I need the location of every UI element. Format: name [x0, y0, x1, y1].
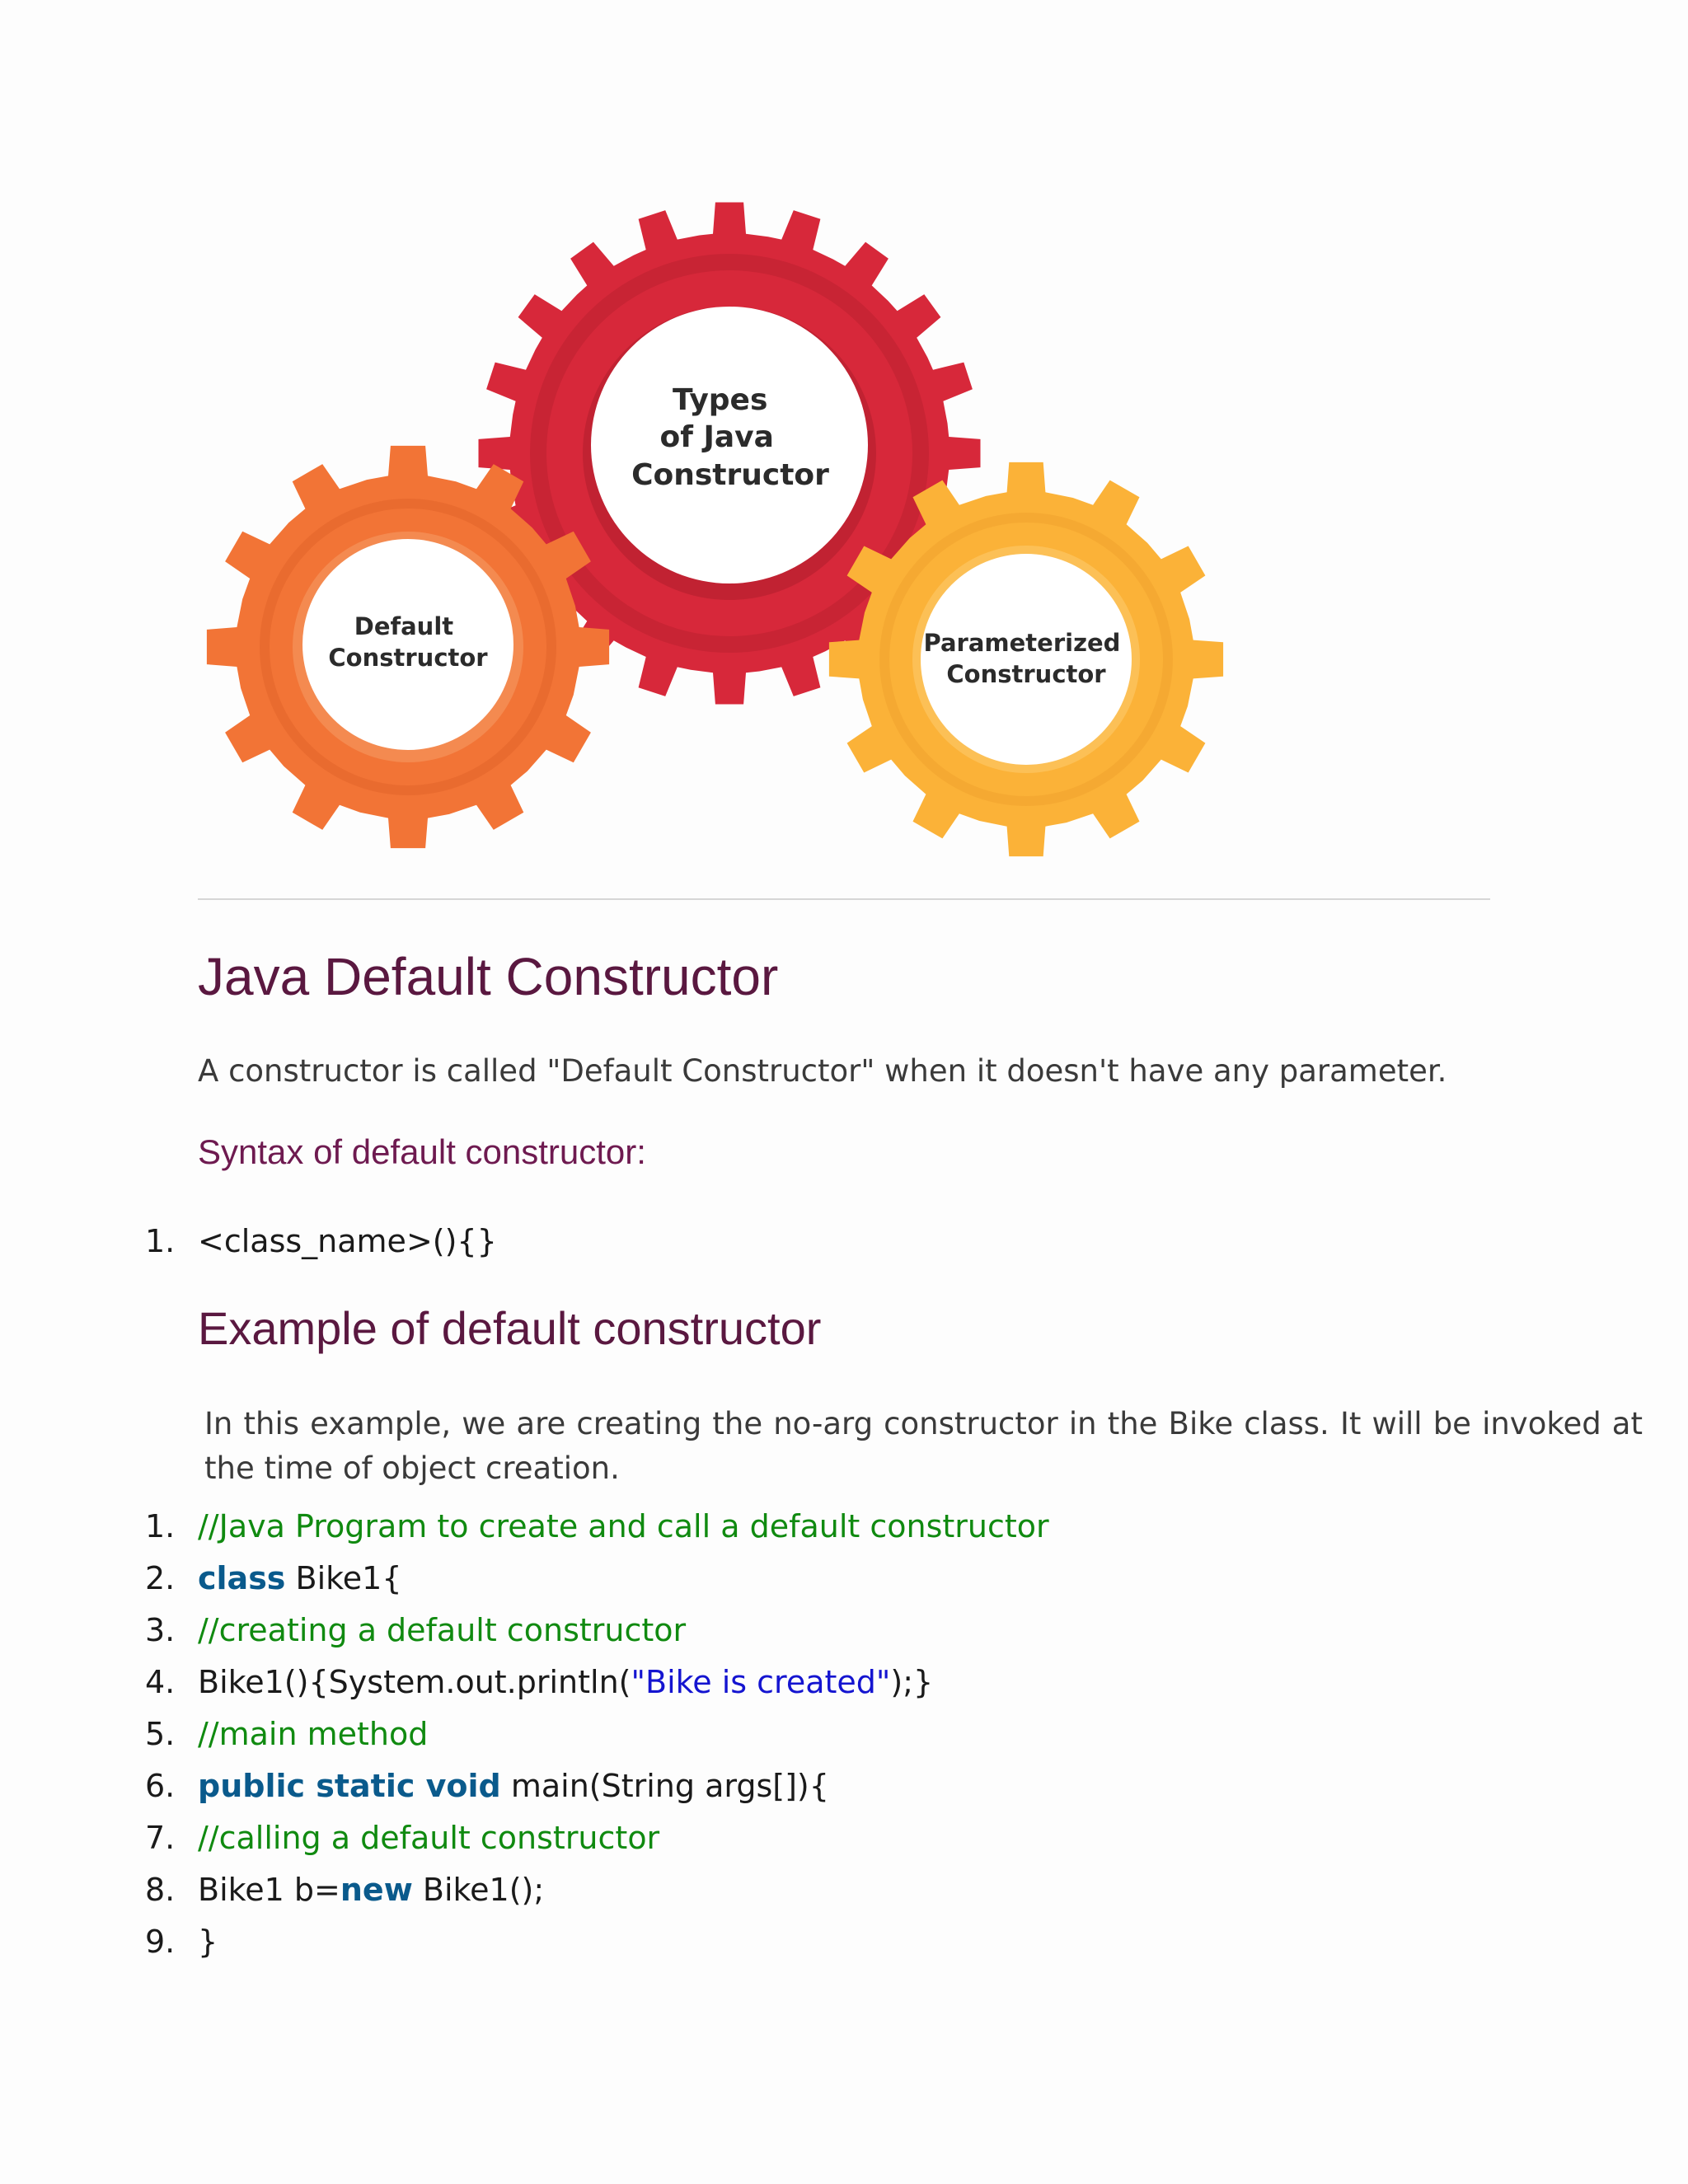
constructor-types-diagram [0, 0, 1688, 890]
line-number: 3. [145, 1612, 176, 1648]
code-comment: //calling a default constructor [198, 1820, 660, 1856]
code-text: );} [890, 1664, 934, 1700]
line-number: 9. [145, 1924, 176, 1960]
left-label-line-2: Constructor [328, 644, 488, 672]
left-label-line-1: Default [354, 612, 454, 640]
code-keyword: class [198, 1560, 286, 1596]
code-text: Bike1{ [285, 1560, 402, 1596]
code-comment: //Java Program to create and call a default constructor [198, 1508, 1049, 1544]
code-text: main(String args[]){ [500, 1768, 829, 1804]
center-label-line-1: Types [673, 383, 768, 417]
center-label-line-2: of Java [659, 420, 774, 454]
code-comment: //main method [198, 1716, 429, 1752]
intro-paragraph: A constructor is called "Default Constructor" when it doesn't have any parameter. [198, 1053, 1447, 1089]
line-number: 2. [145, 1560, 176, 1596]
code-text: Bike1 b= [198, 1872, 340, 1908]
page-title: Java Default Constructor [198, 947, 779, 1006]
code-comment: //creating a default constructor [198, 1612, 687, 1648]
line-number: 1. [145, 1223, 176, 1259]
code-text: Bike1(){System.out.println( [198, 1664, 631, 1700]
line-number: 4. [145, 1664, 176, 1700]
example-heading: Example of default constructor [198, 1302, 822, 1354]
line-number: 6. [145, 1768, 176, 1804]
center-label-line-3: Constructor [631, 458, 829, 492]
line-number: 1. [145, 1508, 176, 1544]
right-label-line-2: Constructor [946, 660, 1106, 688]
line-number: 8. [145, 1872, 176, 1908]
right-label-line-1: Parameterized [923, 629, 1121, 657]
line-number: 7. [145, 1820, 176, 1856]
example-paragraph: In this example, we are creating the no-arg constructor in the Bike class. It will be invoked at the time of object creation. [204, 1406, 1643, 1486]
code-text: <class_name>(){} [198, 1223, 497, 1259]
code-string: "Bike is created" [631, 1664, 891, 1700]
line-number: 5. [145, 1716, 176, 1752]
code-text: } [198, 1924, 218, 1960]
syntax-heading: Syntax of default constructor: [198, 1132, 646, 1171]
divider [198, 898, 1490, 900]
code-keyword: public static void [198, 1768, 501, 1804]
code-text: Bike1(); [412, 1872, 545, 1908]
code-keyword: new [340, 1872, 413, 1908]
